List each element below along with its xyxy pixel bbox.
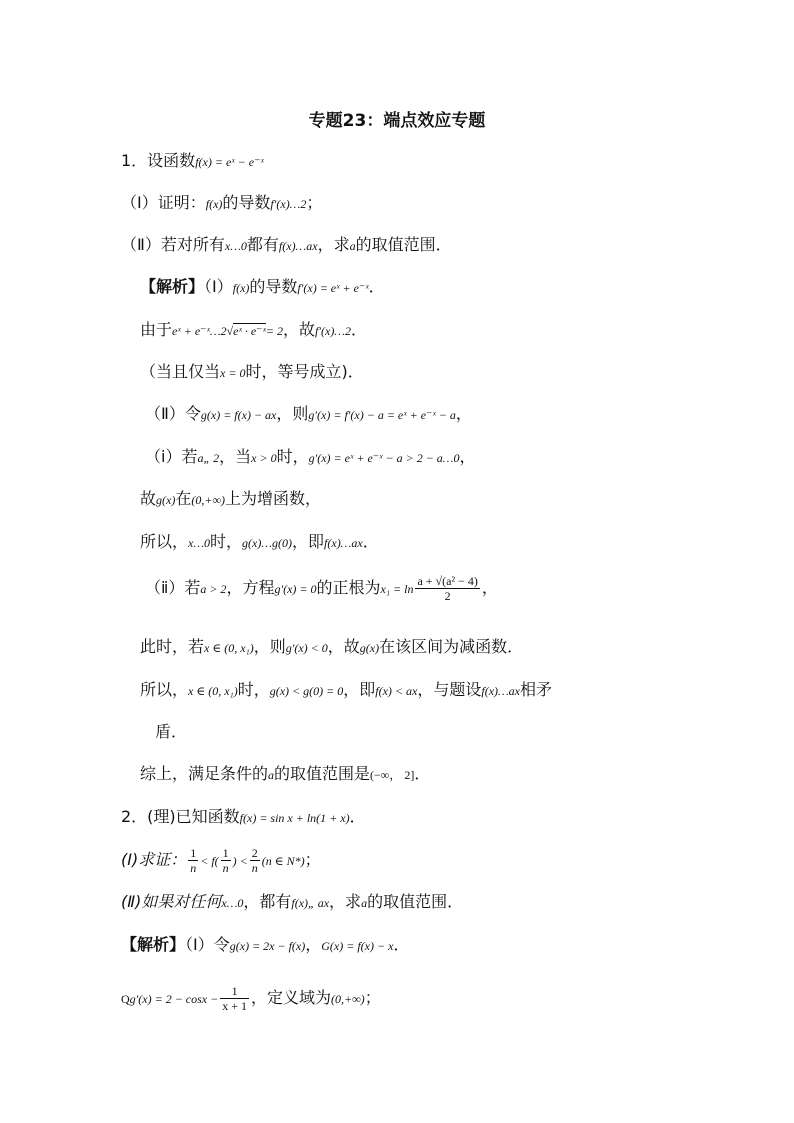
problem-1-part-2: （Ⅱ）若对所有x…0都有f(x)…ax，求a的取值范围． <box>121 235 452 254</box>
problem-1-part-1: （Ⅰ）证明：f(x)的导数f′(x)…2； <box>121 193 323 212</box>
solution-2-derivative: Qg′(x) = 2 − cosx − $\frac{1}{x + 1}$ ，定义域为(0,+∞)； <box>121 984 381 1013</box>
solution-1-part-1: 【解析】（Ⅰ）f(x)的导数f′(x) = eˣ + e⁻ˣ． <box>140 277 385 296</box>
solution-1-therefore: 所以，x…0时，g(x)…g(0)，即f(x)…ax． <box>140 532 379 551</box>
solution-1-equality-note: （当且仅当x = 0时，等号成立)． <box>140 362 364 381</box>
solution-1-decreasing: 此时，若x ∈ (0, x₁)，则g′(x) < 0，故g(x)在该区间为减函数． <box>140 637 524 656</box>
problem-2-part-1: (Ⅰ)求证： $\frac{1}{n}$ < f( $\frac{1}{n}$ ) < $\frac{2}{n}$ (n ∈ N*)； <box>121 846 321 875</box>
page-title: 专题23：端点效应专题 <box>308 111 486 131</box>
problem-1-statement: 1．设函数f(x) = eˣ − e⁻ˣ <box>121 151 264 170</box>
sqrt-sign: √ <box>226 324 234 338</box>
solution-1-inequality: 由于eˣ + e⁻ˣ…2√eˣ · e⁻ˣ= 2，故f′(x)…2． <box>140 320 367 339</box>
solution-1-part-2-intro: （Ⅱ）令g(x) = f(x) − ax，则g′(x) = f′(x) − a = eˣ + e⁻ˣ − a， <box>145 404 472 423</box>
solution-1-conclusion: 综上，满足条件的a的取值范围是(−∞， 2]． <box>140 764 431 783</box>
root-fraction: $\frac{\text{a + √(a² − 4)}}{2}$ <box>417 574 478 603</box>
solution-1-increasing: 故g(x)在(0,+∞)上为增函数， <box>140 489 322 508</box>
solution-2-part-1: 【解析】（Ⅰ）令g(x) = 2x − f(x)，G(x) = f(x) − x． <box>121 935 410 954</box>
solution-1-case-i: （ⅰ）若a„ 2，当x > 0时，g′(x) = eˣ + e⁻ˣ − a > 2 − a…0， <box>145 447 476 466</box>
solution-1-case-ii: （ⅱ）若a > 2，方程g′(x) = 0的正根为x₁ = ln $\frac{\text{a + √(a² − 4)}}{2}$ ， <box>145 574 498 603</box>
solution-1-contradiction-end: 盾． <box>155 722 188 741</box>
problem-2-statement: 2．(理)已知函数f(x) = sin x + ln(1 + x)． <box>121 807 366 826</box>
solution-1-contradiction: 所以，x ∈ (0, x₁)时，g(x) < g(0) = 0，即f(x) < ax，与题设f(x)…ax相矛 <box>140 680 553 699</box>
problem-2-part-2: (Ⅱ)如果对任何x…0，都有f(x)„ ax，求a的取值范围． <box>121 892 464 911</box>
